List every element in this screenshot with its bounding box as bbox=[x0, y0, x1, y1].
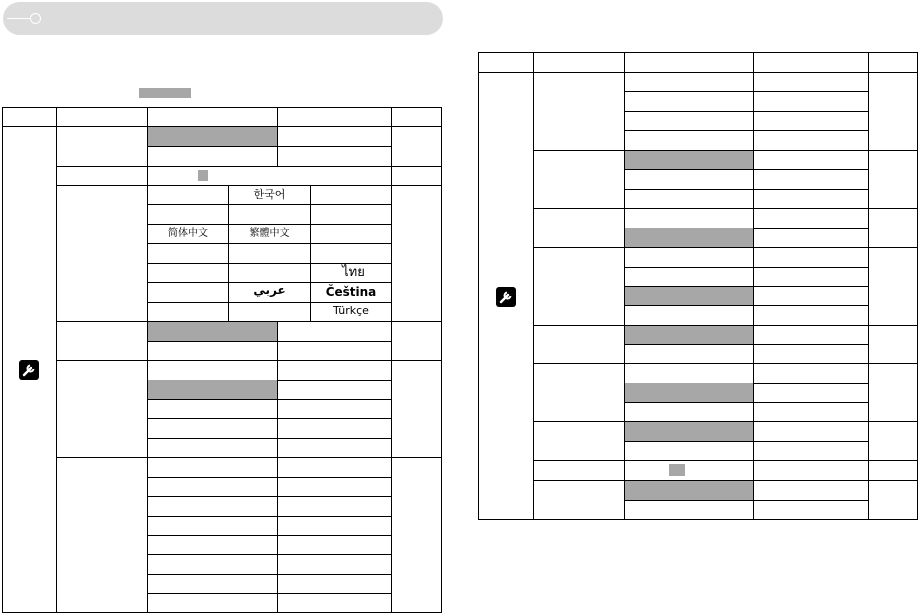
ring-dot-icon bbox=[30, 13, 41, 24]
wrench-icon bbox=[19, 360, 39, 380]
language-korean: 한국어 bbox=[253, 188, 286, 201]
right-highlight-4 bbox=[625, 326, 753, 344]
language-czech: Čeština bbox=[325, 285, 377, 299]
left-small-square bbox=[198, 170, 208, 181]
left-highlight-3 bbox=[148, 380, 277, 399]
language-traditional-chinese: 繁體中文 bbox=[249, 228, 290, 239]
right-small-square bbox=[669, 464, 685, 476]
language-thai: ไทย bbox=[342, 265, 365, 280]
right-highlight-5 bbox=[625, 383, 753, 402]
wrench-icon bbox=[496, 287, 516, 307]
language-turkish: Türkçe bbox=[333, 304, 369, 317]
highlight-marker bbox=[139, 88, 191, 98]
language-simplified-chinese: 简体中文 bbox=[168, 228, 208, 239]
right-highlight-7 bbox=[625, 481, 753, 500]
left-highlight-1 bbox=[148, 127, 277, 146]
left-highlight-2 bbox=[148, 322, 277, 341]
right-highlight-3 bbox=[625, 287, 753, 305]
right-highlight-6 bbox=[625, 422, 753, 441]
language-arabic: عربي bbox=[253, 283, 286, 297]
section-banner bbox=[3, 2, 443, 35]
right-highlight-2 bbox=[625, 228, 753, 247]
right-highlight-1 bbox=[625, 151, 753, 169]
